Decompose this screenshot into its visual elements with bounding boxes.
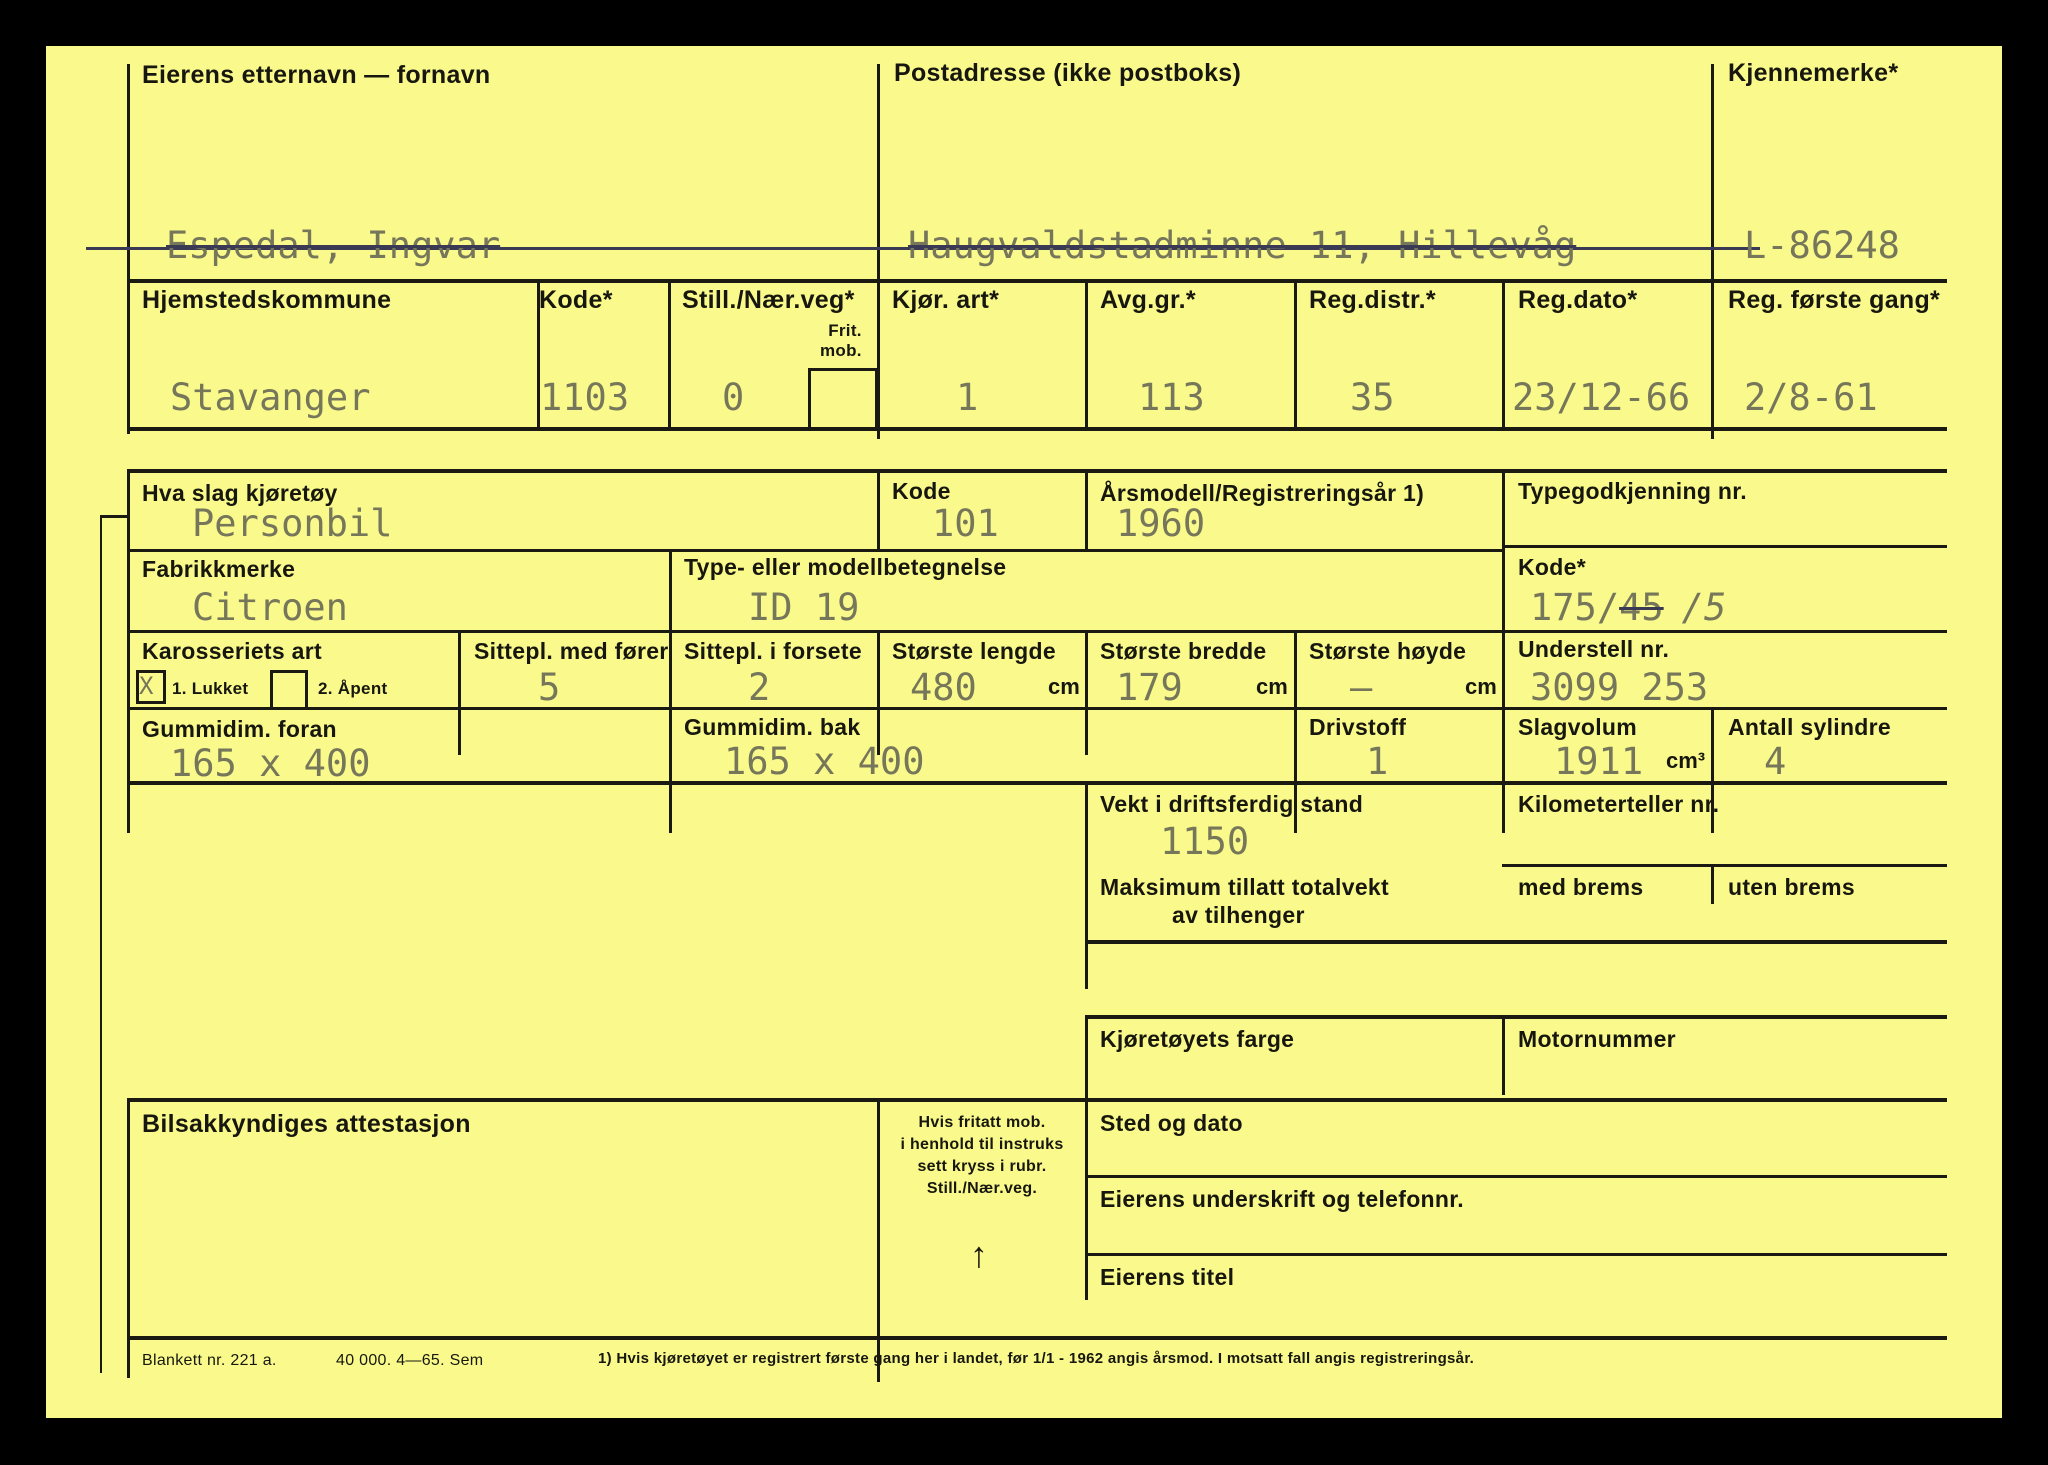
cylinders-value: 4 bbox=[1764, 740, 1787, 783]
width-unit: cm bbox=[1256, 674, 1288, 699]
attestation-label: Bilsakkyndiges attestasjon bbox=[142, 1110, 471, 1138]
seats-label: Sittepl. med fører bbox=[474, 638, 669, 664]
weight-label: Vekt i driftsferdig stand bbox=[1100, 791, 1364, 817]
displacement-unit: cm³ bbox=[1666, 748, 1706, 773]
row-rule bbox=[127, 279, 1947, 283]
vehicle-type-label: Hva slag kjøretøy bbox=[142, 480, 338, 506]
tyre-front-value: 165 x 400 bbox=[170, 742, 371, 785]
model-year-value: 1960 bbox=[1116, 502, 1206, 545]
height-label: Største høyde bbox=[1309, 638, 1467, 664]
make-value: Citroen bbox=[192, 586, 348, 629]
divider bbox=[1085, 279, 1088, 429]
municipality-label: Hjemstedskommune bbox=[142, 286, 392, 314]
row-rule bbox=[1085, 1253, 1947, 1256]
kode2-value bbox=[1530, 586, 1726, 629]
divider bbox=[1502, 1015, 1505, 1095]
divider bbox=[1085, 783, 1088, 989]
owner-title-label: Eierens titel bbox=[1100, 1264, 1235, 1290]
model-label: Type- eller modellbetegnelse bbox=[684, 554, 1007, 580]
place-date-label: Sted og dato bbox=[1100, 1110, 1243, 1136]
divider bbox=[1085, 469, 1088, 549]
color-label: Kjøretøyets farge bbox=[1100, 1026, 1295, 1052]
kjor-value: 1 bbox=[956, 376, 979, 419]
first-reg-value: 2/8-61 bbox=[1744, 376, 1878, 419]
side-tick bbox=[100, 515, 128, 518]
divider bbox=[1085, 630, 1088, 755]
displacement-label: Slagvolum bbox=[1518, 714, 1638, 740]
displacement-value: 1911 bbox=[1554, 740, 1644, 783]
still-value: 0 bbox=[722, 376, 745, 419]
plate-value: L-86248 bbox=[1744, 224, 1900, 267]
weight-value: 1150 bbox=[1160, 820, 1250, 863]
row-rule bbox=[127, 469, 1947, 473]
code-label: Kode* bbox=[539, 286, 613, 314]
frit-label: Frit. mob. bbox=[820, 321, 862, 360]
divider bbox=[1294, 279, 1297, 429]
body-check-mark: X bbox=[139, 672, 154, 700]
odometer-label: Kilometerteller nr. bbox=[1518, 791, 1720, 817]
kode2-struck: 45 bbox=[1619, 586, 1664, 629]
divider bbox=[1085, 1015, 1088, 1300]
kode2-handwritten: /5 bbox=[1681, 586, 1727, 629]
row-rule bbox=[127, 549, 1505, 552]
row-rule bbox=[127, 427, 1947, 431]
width-value: 179 bbox=[1116, 666, 1183, 709]
fuel-value: 1 bbox=[1366, 740, 1389, 783]
still-label: Still./Nær.veg* bbox=[682, 286, 855, 314]
side-rule bbox=[100, 515, 102, 1373]
vehicle-code-label: Kode bbox=[892, 478, 951, 504]
plate-label: Kjennemerke* bbox=[1728, 59, 1899, 87]
vehicle-type-value: Personbil bbox=[192, 502, 393, 545]
divider bbox=[877, 469, 880, 549]
make-label: Fabrikkmerke bbox=[142, 556, 296, 582]
divider bbox=[669, 549, 672, 833]
divider bbox=[1502, 469, 1505, 833]
row-rule bbox=[127, 1336, 1947, 1340]
trailer-label: Maksimum tillatt totalvekt bbox=[1100, 874, 1389, 900]
address-label: Postadresse (ikke postboks) bbox=[894, 59, 1242, 87]
seats-value: 5 bbox=[538, 666, 561, 709]
distr-label: Reg.distr.* bbox=[1309, 286, 1436, 314]
length-unit: cm bbox=[1048, 674, 1080, 699]
height-unit: cm bbox=[1465, 674, 1497, 699]
divider bbox=[668, 279, 671, 429]
front-seats-label: Sittepl. i forsete bbox=[684, 638, 862, 664]
distr-value: 35 bbox=[1350, 376, 1395, 419]
kode2-part: 175/ bbox=[1530, 586, 1620, 629]
row-rule bbox=[1085, 1015, 1947, 1019]
row-rule bbox=[127, 630, 1947, 633]
date-value: 23/12-66 bbox=[1512, 376, 1691, 419]
row-rule bbox=[127, 781, 1947, 785]
registration-card bbox=[46, 46, 2002, 1418]
length-value: 480 bbox=[910, 666, 977, 709]
body-option-2: 2. Åpent bbox=[318, 679, 388, 698]
chassis-value: 3099 253 bbox=[1530, 666, 1709, 709]
body-option-1: 1. Lukket bbox=[172, 679, 249, 698]
kjor-label: Kjør. art* bbox=[892, 286, 1000, 314]
tyre-rear-value: 165 x 400 bbox=[724, 740, 925, 783]
front-seats-value: 2 bbox=[748, 666, 771, 709]
signature-label: Eierens underskrift og telefonnr. bbox=[1100, 1186, 1464, 1212]
first-reg-label: Reg. første gang* bbox=[1728, 286, 1941, 314]
tyre-front-label: Gummidim. foran bbox=[142, 716, 337, 742]
divider bbox=[877, 630, 880, 755]
row-rule bbox=[1502, 545, 1947, 548]
code-value: 1103 bbox=[540, 376, 630, 419]
trailer-label-2: av tilhenger bbox=[1172, 902, 1305, 928]
cylinders-label: Antall sylindre bbox=[1728, 714, 1891, 740]
owner-name-value: Espedal, Ingvar bbox=[166, 224, 501, 267]
width-label: Største bredde bbox=[1100, 638, 1267, 664]
divider bbox=[1711, 64, 1714, 439]
tyre-rear-label: Gummidim. bak bbox=[684, 714, 861, 740]
engine-label: Motornummer bbox=[1518, 1026, 1676, 1052]
row-rule bbox=[127, 1098, 1947, 1102]
avg-value: 113 bbox=[1138, 376, 1205, 419]
footnote: 1) Hvis kjøretøyet er registrert første gang her i landet, før 1/1 - 1962 angis årsmod. I motsatt fall angis registreringsår. bbox=[598, 1350, 1475, 1367]
row-rule bbox=[1085, 1175, 1947, 1178]
length-label: Største lengde bbox=[892, 638, 1056, 664]
divider bbox=[1711, 864, 1714, 904]
owner-name-label: Eierens etternavn — fornavn bbox=[142, 61, 491, 89]
municipality-value: Stavanger bbox=[170, 376, 371, 419]
chassis-label: Understell nr. bbox=[1518, 636, 1670, 662]
exempt-note: Hvis fritatt mob. i henhold til instruks sett kryss i rubr. Still./Nær.veg. bbox=[900, 1114, 1064, 1197]
no-brake-label: uten brems bbox=[1728, 874, 1855, 900]
left-border bbox=[127, 469, 130, 833]
divider bbox=[458, 630, 461, 755]
body-label: Karosseriets art bbox=[142, 638, 322, 664]
print-info: 40 000. 4—65. Sem bbox=[336, 1352, 484, 1369]
model-year-label: Årsmodell/Registreringsår 1) bbox=[1100, 480, 1425, 506]
row-rule bbox=[1085, 940, 1947, 944]
frit-mob-box bbox=[808, 368, 878, 429]
brake-label: med brems bbox=[1518, 874, 1644, 900]
kode2-label: Kode* bbox=[1518, 554, 1586, 580]
up-arrow-icon: ↑ bbox=[970, 1234, 989, 1275]
height-value: – bbox=[1350, 666, 1373, 709]
date-label: Reg.dato* bbox=[1518, 286, 1638, 314]
model-value: ID 19 bbox=[748, 586, 860, 629]
avg-label: Avg.gr.* bbox=[1100, 286, 1196, 314]
vehicle-code-value: 101 bbox=[932, 502, 999, 545]
row-rule bbox=[1502, 864, 1947, 867]
fuel-label: Drivstoff bbox=[1309, 714, 1407, 740]
form-number: Blankett nr. 221 a. bbox=[142, 1352, 277, 1369]
type-approval-label: Typegodkjenning nr. bbox=[1518, 478, 1747, 504]
address-value: Haugvaldstadminne 11, Hillevåg bbox=[908, 224, 1577, 267]
body-open-checkbox bbox=[270, 670, 308, 710]
divider bbox=[1502, 279, 1505, 429]
